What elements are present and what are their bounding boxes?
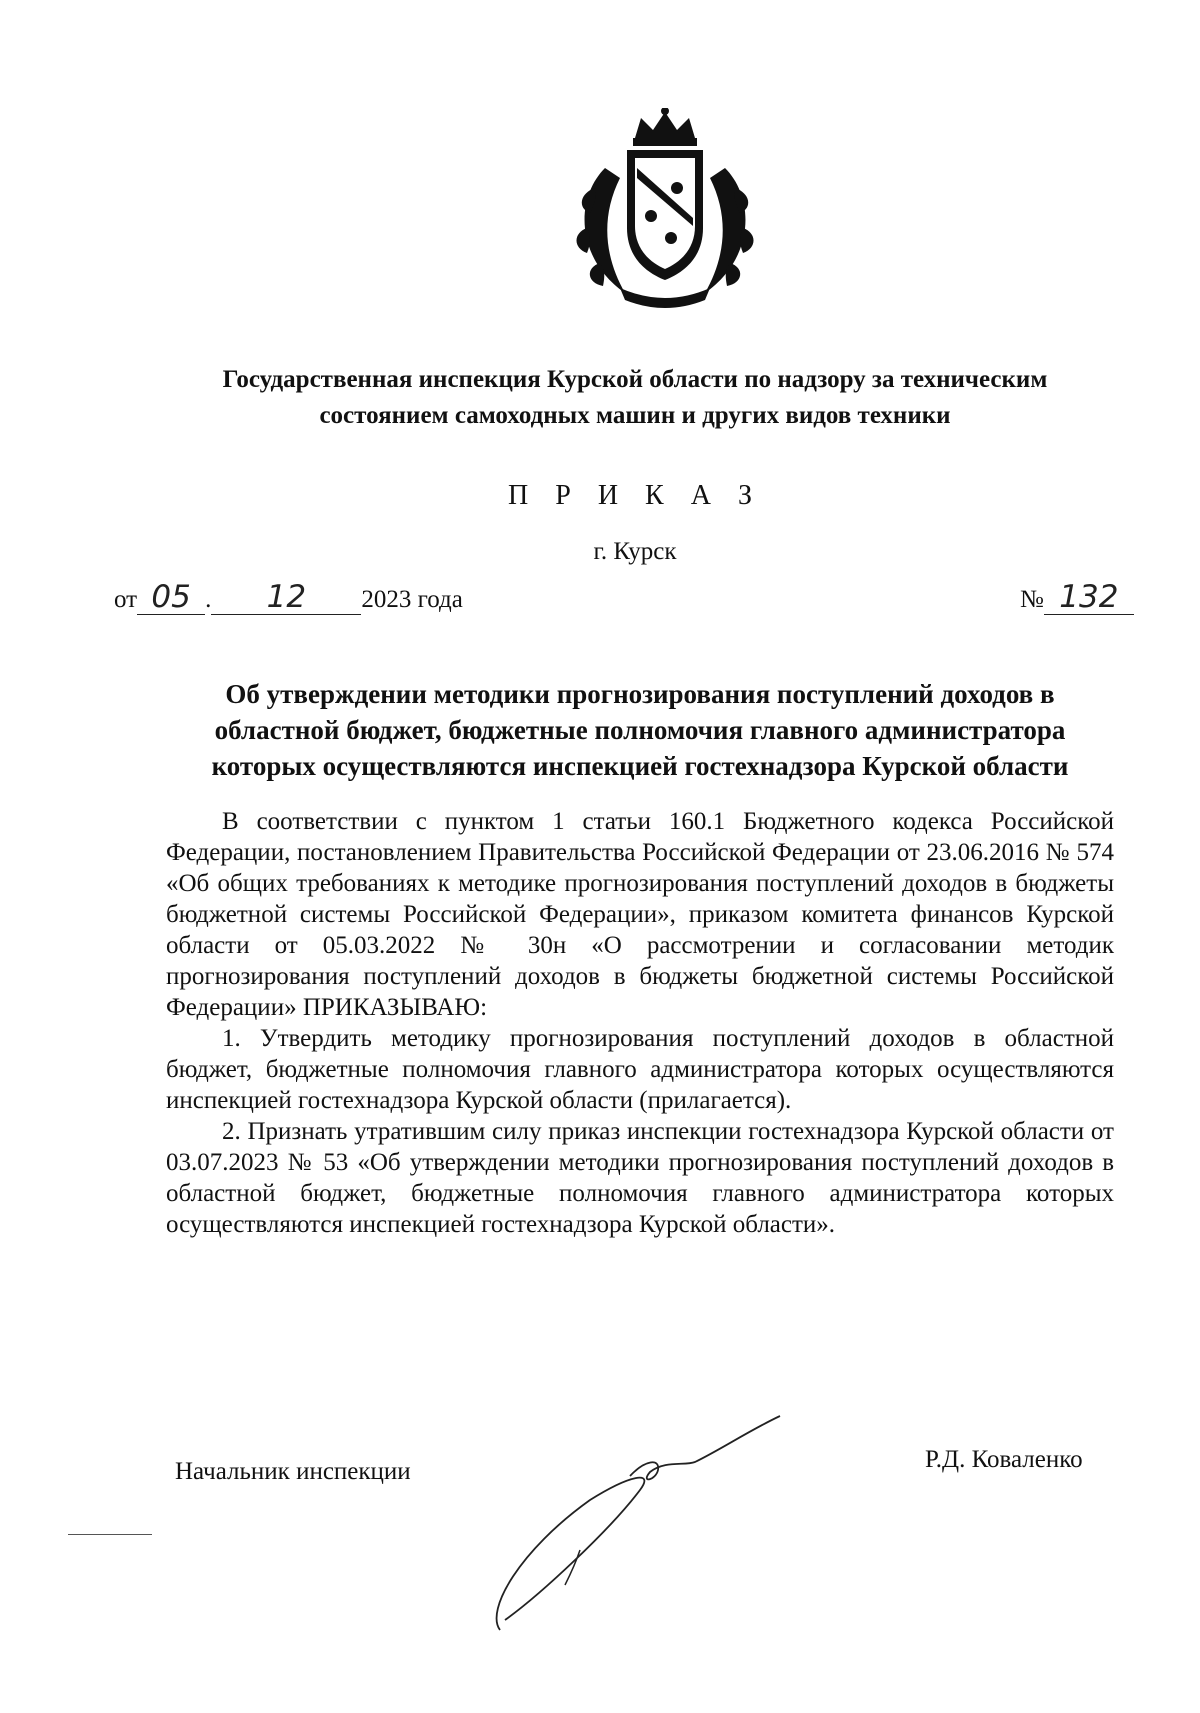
document-body: [166, 806, 1114, 1240]
signatory-role: Начальник инспекции: [175, 1458, 411, 1485]
document-date: от 05 . 12 2023 года: [114, 579, 463, 615]
body-item-1: 1. Утвердить методику прогнозирования поступлений доходов в областной бюджет, бюджетные полномочия главного администратора которых осуществляются инспекцией гостехнадзора Курской области (прилагается).: [166, 1025, 1114, 1114]
signatory-name: Р.Д. Коваленко: [925, 1446, 1083, 1473]
title-line-2: областной бюджет, бюджетные полномочия главного администратора: [214, 715, 1066, 745]
coat-of-arms-emblem: [565, 108, 765, 308]
margin-mark: [68, 1534, 152, 1535]
handwritten-signature: [480, 1380, 820, 1640]
organization-line-2: состоянием самоходных машин и других видов техники: [319, 402, 951, 429]
date-prefix: от: [114, 586, 138, 613]
date-month-handwritten: 12: [211, 580, 361, 615]
number-prefix: №: [1020, 586, 1044, 613]
title-line-1: Об утверждении методики прогнозирования поступлений доходов в: [225, 679, 1055, 709]
document-number: [1020, 580, 1134, 617]
document-type: П Р И К А З: [508, 480, 762, 511]
body-item-2: 2. Признать утратившим силу приказ инспекции гостехнадзора Курской области от 03.07.2023 № 53 «Об утверждении методики прогнозирования поступлений доходов в областной бюджет, бюджетные полномочия главного администратора которых осуществляются инспекцией гостехнадзора Курской области».: [166, 1118, 1114, 1238]
document-city: г. Курск: [593, 538, 677, 565]
document-title: [180, 676, 1100, 784]
organization-name: [140, 362, 1130, 434]
date-year: 2023 года: [361, 586, 463, 613]
title-line-3: которых осуществляются инспекцией гостехнадзора Курской области: [211, 751, 1069, 781]
organization-line-1: Государственная инспекция Курской области по надзору за техническим: [222, 366, 1048, 393]
date-day-handwritten: 05: [137, 580, 205, 615]
body-paragraph-preamble: В соответствии с пунктом 1 статьи 160.1 Бюджетного кодекса Российской Федерации, постановлением Правительства Российской Федерации от 23.06.2016 № 574 «Об общих требованиях к методике прогнозирования поступлений доходов в бюджеты бюджетной системы Российской Федерации», приказом комитета финансов Курской области от 05.03.2022 № 30н «О рассмотрении и согласовании методик прогнозирования поступлений доходов в бюджеты бюджетной системы Российской Федерации» ПРИКАЗЫВАЮ:: [166, 808, 1114, 1021]
number-handwritten: 132: [1044, 580, 1134, 615]
